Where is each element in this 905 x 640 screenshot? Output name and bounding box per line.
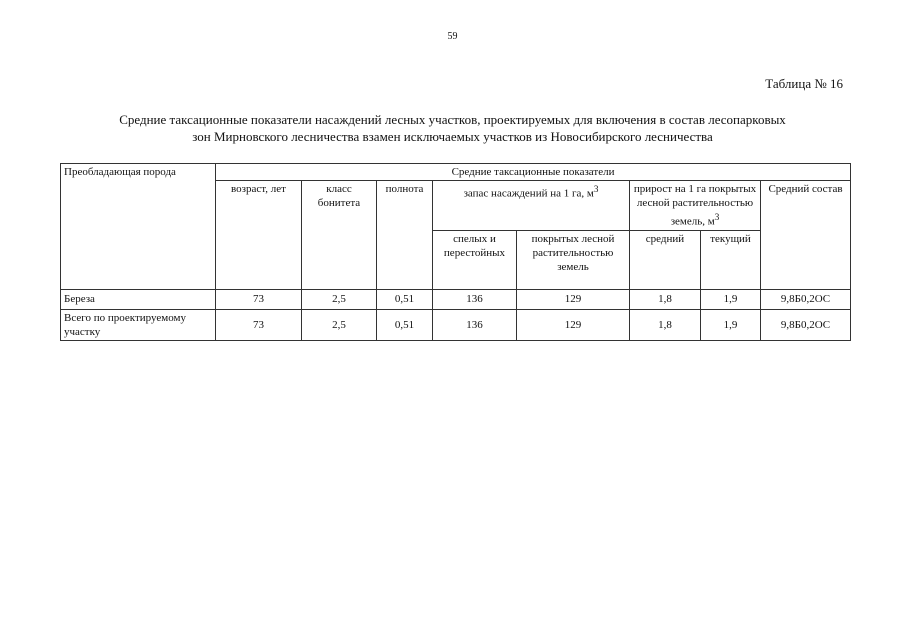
indicators-table xyxy=(60,163,851,341)
cell-growth-avg: 1,8 xyxy=(630,289,701,309)
cell-density: 0,51 xyxy=(377,309,433,340)
cell-composition: 9,8Б0,2ОС xyxy=(761,289,851,309)
cell-density: 0,51 xyxy=(377,289,433,309)
cell-growth-cur: 1,9 xyxy=(701,309,761,340)
header-group: Средние таксационные показатели xyxy=(216,164,851,181)
cell-stock-mature: 136 xyxy=(433,309,517,340)
cell-stock-covered: 129 xyxy=(517,309,630,340)
header-density: полнота xyxy=(377,181,433,290)
caption-line-1: Средние таксационные показатели насаждений лесных участков, проектируемых для включения в состав лесопарковых xyxy=(119,112,786,127)
header-composition: Средний состав xyxy=(761,181,851,290)
page-number: 59 xyxy=(447,31,458,42)
header-age: возраст, лет xyxy=(216,181,302,290)
header-growth-cur: текущий xyxy=(701,230,761,289)
table-label: Таблица № 16 xyxy=(765,76,843,91)
table-row xyxy=(61,289,851,309)
cell-species: Береза xyxy=(61,289,216,309)
header-stock-sup: 3 xyxy=(593,184,599,194)
cell-species: Всего по проектируемому участку xyxy=(61,309,216,340)
header-growth-text: прирост на 1 га покрытых лесной растительностью земель, м xyxy=(633,183,757,228)
cell-stock-covered: 129 xyxy=(517,289,630,309)
cell-stock-mature: 136 xyxy=(433,289,517,309)
header-growth-avg: средний xyxy=(630,230,701,289)
cell-growth-cur: 1,9 xyxy=(701,289,761,309)
cell-age: 73 xyxy=(216,289,302,309)
cell-age: 73 xyxy=(216,309,302,340)
caption-line-2: зон Мирновского лесничества взамен исключаемых участков из Новосибирского лесничества xyxy=(192,129,713,144)
header-species: Преобладающая порода xyxy=(61,164,216,290)
cell-bonitet: 2,5 xyxy=(302,309,377,340)
header-row-1 xyxy=(61,164,851,181)
cell-growth-avg: 1,8 xyxy=(630,309,701,340)
header-stock-mature: спелых и перестойных xyxy=(433,230,517,289)
cell-bonitet: 2,5 xyxy=(302,289,377,309)
header-bonitet: класс бонитета xyxy=(302,181,377,290)
table-row xyxy=(61,309,851,340)
header-stock-covered: покрытых лесной растительностью земель xyxy=(517,230,630,289)
header-stock-text: запас насаждений на 1 га, м xyxy=(463,187,594,200)
header-stock xyxy=(433,181,630,231)
table-caption xyxy=(40,111,865,145)
header-growth xyxy=(630,181,761,231)
cell-composition: 9,8Б0,2ОС xyxy=(761,309,851,340)
header-growth-sup: 3 xyxy=(714,212,720,222)
